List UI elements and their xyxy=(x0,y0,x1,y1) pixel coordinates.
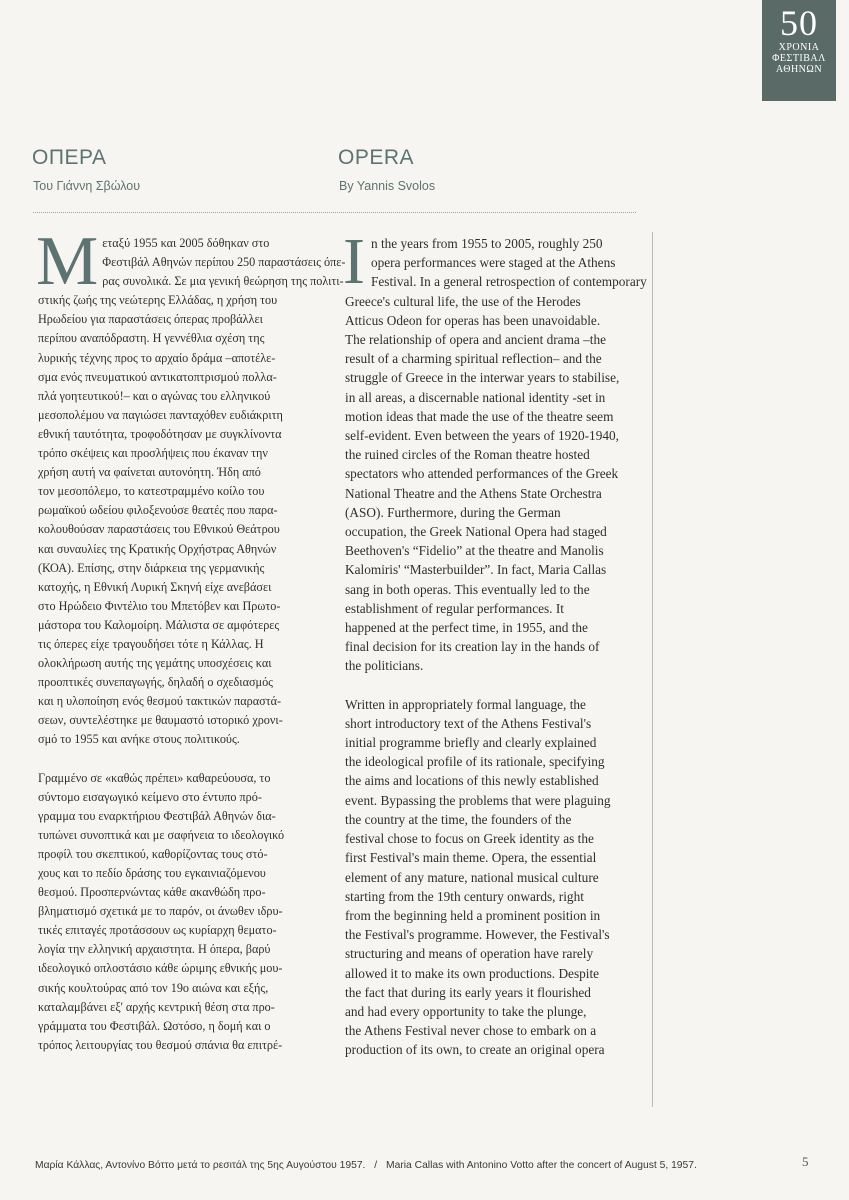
text-line: Greece's cultural life, the use of the Herodes xyxy=(345,293,581,309)
text-line: καταλαμβάνει εξ' αρχής κεντρική θέση στα προ- xyxy=(38,999,275,1014)
text-line: Ηρωδείου για παραστάσεις όπερας προβάλλει xyxy=(38,312,263,327)
text-line: production of its own, to create an original opera xyxy=(345,1042,605,1058)
text-line: εταξύ 1955 και 2005 δόθηκαν στο xyxy=(102,236,270,250)
text-line: τρόπος λειτουργίας του θεσμού σπάνια θα επιτρέ- xyxy=(38,1037,283,1052)
text-line: γραμμα του εναρκτήριου Φεστιβάλ Αθηνών δια- xyxy=(38,808,276,823)
text-line: occupation, the Greek National Opera had staged xyxy=(345,524,607,540)
text-line: κατοχής, η Εθνική Λυρική Σκηνή είχε ανεβάσει xyxy=(38,579,272,594)
text-line: ρωμαϊκού ωδείου φιλοξενούσε θεατές που παρα- xyxy=(38,503,278,518)
text-line: festival chose to focus on Greek identity as the xyxy=(345,831,594,847)
text-line: element of any mature, national musical culture xyxy=(345,869,599,885)
text-line: και η υλοποίηση ενός θεσμού τακτικών παραστά- xyxy=(38,694,282,709)
text-line: Written in appropriately formal language, the xyxy=(345,696,586,712)
text-line: λογία την ελληνική αρχαιστητα. Η όπερα, βαρύ xyxy=(38,942,271,957)
header-divider xyxy=(33,212,636,213)
text-line: τυπώνει συνοπτικά και με σαφήνεια το ιδεολογικό xyxy=(38,827,285,842)
english-dropcap: I xyxy=(343,225,365,298)
text-line: σικής κουλτούρας από τον 19ο αιώνα και εξής, xyxy=(38,980,269,995)
text-line: τικές επιταγές προτάσσουν ως κυρίαρχη θεματο- xyxy=(38,923,277,938)
text-line: θεσμού. Προσπερνώντας κάθε ακανθώδη προ- xyxy=(38,885,266,900)
text-line: εθνική ταυτότητα, τροφοδότησαν με συγκλίνοντα xyxy=(38,426,282,441)
text-line: και συναυλίες της Κρατικής Ορχήστρας Αθηνών xyxy=(38,541,277,556)
text-line: κολουθούσαν παραστάσεις του Εθνικού Θεάτρου xyxy=(38,522,280,537)
caption-separator: / xyxy=(374,1160,378,1171)
text-line: from the beginning held a prominent position in xyxy=(345,907,601,923)
text-line: προοπτικές συνεπαγωγής, δηλαδή ο σχεδιασμός xyxy=(38,675,273,690)
text-line: initial programme briefly and clearly explained xyxy=(345,735,597,751)
greek-dropcap: Μ xyxy=(36,223,99,300)
text-line: short introductory text of the Athens Festival's xyxy=(345,715,592,731)
english-byline: By Yannis Svolos xyxy=(339,179,436,193)
text-line: the ruined circles of the Roman theatre hosted xyxy=(345,447,590,463)
text-line: motion ideas that made the use of the theatre seem xyxy=(345,408,614,424)
text-line: σύντομο εισαγωγικό κείμενο στο έντυπο πρό- xyxy=(38,789,262,804)
text-line: final decision for its creation lay in the hands of xyxy=(345,639,600,655)
text-line: the aims and locations of this newly established xyxy=(345,773,599,789)
text-line: starting from the 19th century onwards, right xyxy=(345,888,584,904)
text-line: in all areas, a discernable national identity -set in xyxy=(345,389,606,405)
text-line: πλά γοητευτικού!– και ο αγώνας του ελληνικού xyxy=(38,388,271,403)
greek-paragraph-1 xyxy=(36,223,346,750)
text-line: first Festival's main theme. Opera, the essential xyxy=(345,850,597,866)
text-line: Beethoven's “Fidelio” at the theatre and Manolis xyxy=(345,543,604,559)
text-line: σμό το 1955 και ανήκε στους πολιτικούς. xyxy=(38,732,240,747)
text-line: struggle of Greece in the interwar years to stabilise, xyxy=(345,370,620,386)
text-line: τρόπο σκέψεις και προσλήψεις που έκαναν την xyxy=(38,446,268,461)
text-line: μάστορα του Καλομοίρη. Μάλιστα σε αμφότερες xyxy=(38,617,280,632)
text-line: the Athens Festival never chose to embark on a xyxy=(345,1023,597,1039)
english-title: OPERA xyxy=(338,146,415,169)
text-line: structuring and means of operation have rarely xyxy=(345,946,594,962)
text-line: the Festival's programme. However, the Festival's xyxy=(345,927,610,943)
text-line: βληματισμό σχετικά με το παρόν, οι άνωθεν ιδρυ- xyxy=(38,904,283,919)
badge-line-1: ΧΡΟΝΙΑ xyxy=(778,42,820,53)
text-line: τον μεσοπόλεμο, το κατεστραμμένο κοίλο του xyxy=(38,484,265,499)
text-line: Festival. In a general retrospection of contemporary xyxy=(370,274,647,290)
text-line: the politicians. xyxy=(345,658,424,674)
greek-article-column xyxy=(36,223,346,1055)
text-line: the ideological profile of its rationale, specifying xyxy=(345,754,605,770)
text-line: Kalomiris' “Masterbuilder”. In fact, Maria Callas xyxy=(345,562,607,578)
text-line: ιδεολογικό οπλοστάσιο κάθε ώριμης εθνικής μου- xyxy=(38,961,283,976)
text-line: self-evident. Even between the years of 1920-1940, xyxy=(345,428,619,444)
badge-number: 50 xyxy=(780,3,818,43)
text-line: λυρικής τέχνης προς το αρχαίο δράμα –αποτέλε- xyxy=(38,350,276,365)
text-line: προφίλ του σκεπτικού, καθορίζοντας τους στό- xyxy=(38,846,268,861)
page-number: 5 xyxy=(802,1154,809,1169)
text-line: (ΚΟΑ). Επίσης, στην διάρκεια της γερμανικής xyxy=(38,560,265,575)
english-paragraph-2 xyxy=(345,695,640,1060)
text-line: στικής ζωής της νεώτερης Ελλάδας, η χρήση του xyxy=(38,293,278,308)
text-line: Φεστιβάλ Αθηνών περίπου 250 παραστάσεις όπε- xyxy=(102,255,346,270)
text-line: n the years from 1955 to 2005, roughly 250 xyxy=(370,236,603,251)
text-line: result of a charming spiritual reflection– and the xyxy=(345,351,602,367)
text-line: Γραμμένο σε «καθώς πρέπει» καθαρεύουσα, το xyxy=(38,770,271,785)
text-line: National Theatre and the Athens State Orchestra xyxy=(345,485,602,501)
greek-byline: Του Γιάννη Σβώλου xyxy=(33,179,141,193)
english-article-column xyxy=(343,225,647,1060)
text-line: and had every opportunity to take the plunge, xyxy=(345,1003,587,1019)
photo-caption xyxy=(35,1160,697,1171)
text-line: σμα ενός πνευματικού αντικατοπτρισμού πολλα- xyxy=(38,369,277,384)
english-paragraph-1 xyxy=(343,225,647,676)
text-line: (ASO). Furthermore, during the German xyxy=(345,504,561,520)
text-line: the country at the time, the founders of the xyxy=(345,811,572,827)
text-line: γράμματα του Φεστιβάλ. Ωστόσο, η δομή και ο xyxy=(38,1018,271,1033)
badge-line-3: ΑΘΗΝΩΝ xyxy=(775,64,823,75)
caption-english: Maria Callas with Antonino Votto after the concert of August 5, 1957. xyxy=(386,1160,697,1171)
caption-greek: Μαρία Κάλλας, Αντονίνο Βόττο μετά το ρεσιτάλ της 5ης Αυγούστου 1957. xyxy=(35,1160,366,1171)
text-line: sang in both operas. This eventually led to the xyxy=(345,581,590,597)
text-line: περίπου αναπόδραστη. Η γεννέθλια σχέση της xyxy=(38,331,265,346)
text-line: opera performances were staged at the Athens xyxy=(370,255,616,271)
greek-title: ΟΠΕΡΑ xyxy=(32,146,107,169)
text-line: χους και το πεδίο δράσης του εγκαινιαζόμενου xyxy=(38,866,266,880)
badge-line-2: ΦΕΣΤΙΒΑΛ xyxy=(772,53,826,64)
text-line: The relationship of opera and ancient drama –the xyxy=(345,332,607,348)
text-line: allowed it to make its own productions. Despite xyxy=(345,965,600,981)
festival-50-years-badge xyxy=(762,0,836,101)
text-line: σεων, συντελέστηκε με θαυμαστό ιστορικό χρονι- xyxy=(38,713,283,728)
column-divider xyxy=(652,232,653,1107)
text-line: event. Bypassing the problems that were plaguing xyxy=(345,792,611,808)
text-line: spectators who attended performances of the Greek xyxy=(345,466,619,482)
text-line: ρας συνολικά. Σε μια γενική θεώρηση της πολιτι- xyxy=(102,274,344,289)
text-line: Atticus Odeon for operas has been unavoidable. xyxy=(345,312,601,328)
text-line: the fact that during its early years it flourished xyxy=(345,984,591,1000)
text-line: happened at the perfect time, in 1955, and the xyxy=(345,620,588,636)
text-line: χρήση αυτή να φαίνεται αυτονόητη. Ήδη από xyxy=(38,465,261,480)
text-line: τις όπερες είχε τραγουδήσει τότε η Κάλλας. Η xyxy=(38,636,264,651)
text-line: establishment of regular performances. It xyxy=(345,600,564,616)
text-line: μεσοπολέμου να παγιώσει πανταχόθεν ευδιάκριτη xyxy=(38,407,283,422)
text-line: στο Ηρώδειο Φιντέλιο του Μπετόβεν και Πρωτο- xyxy=(38,598,281,613)
text-line: ολοκλήρωση αυτής της γεμάτης υποσχέσεις και xyxy=(38,656,272,671)
greek-paragraph-2 xyxy=(38,769,323,1055)
